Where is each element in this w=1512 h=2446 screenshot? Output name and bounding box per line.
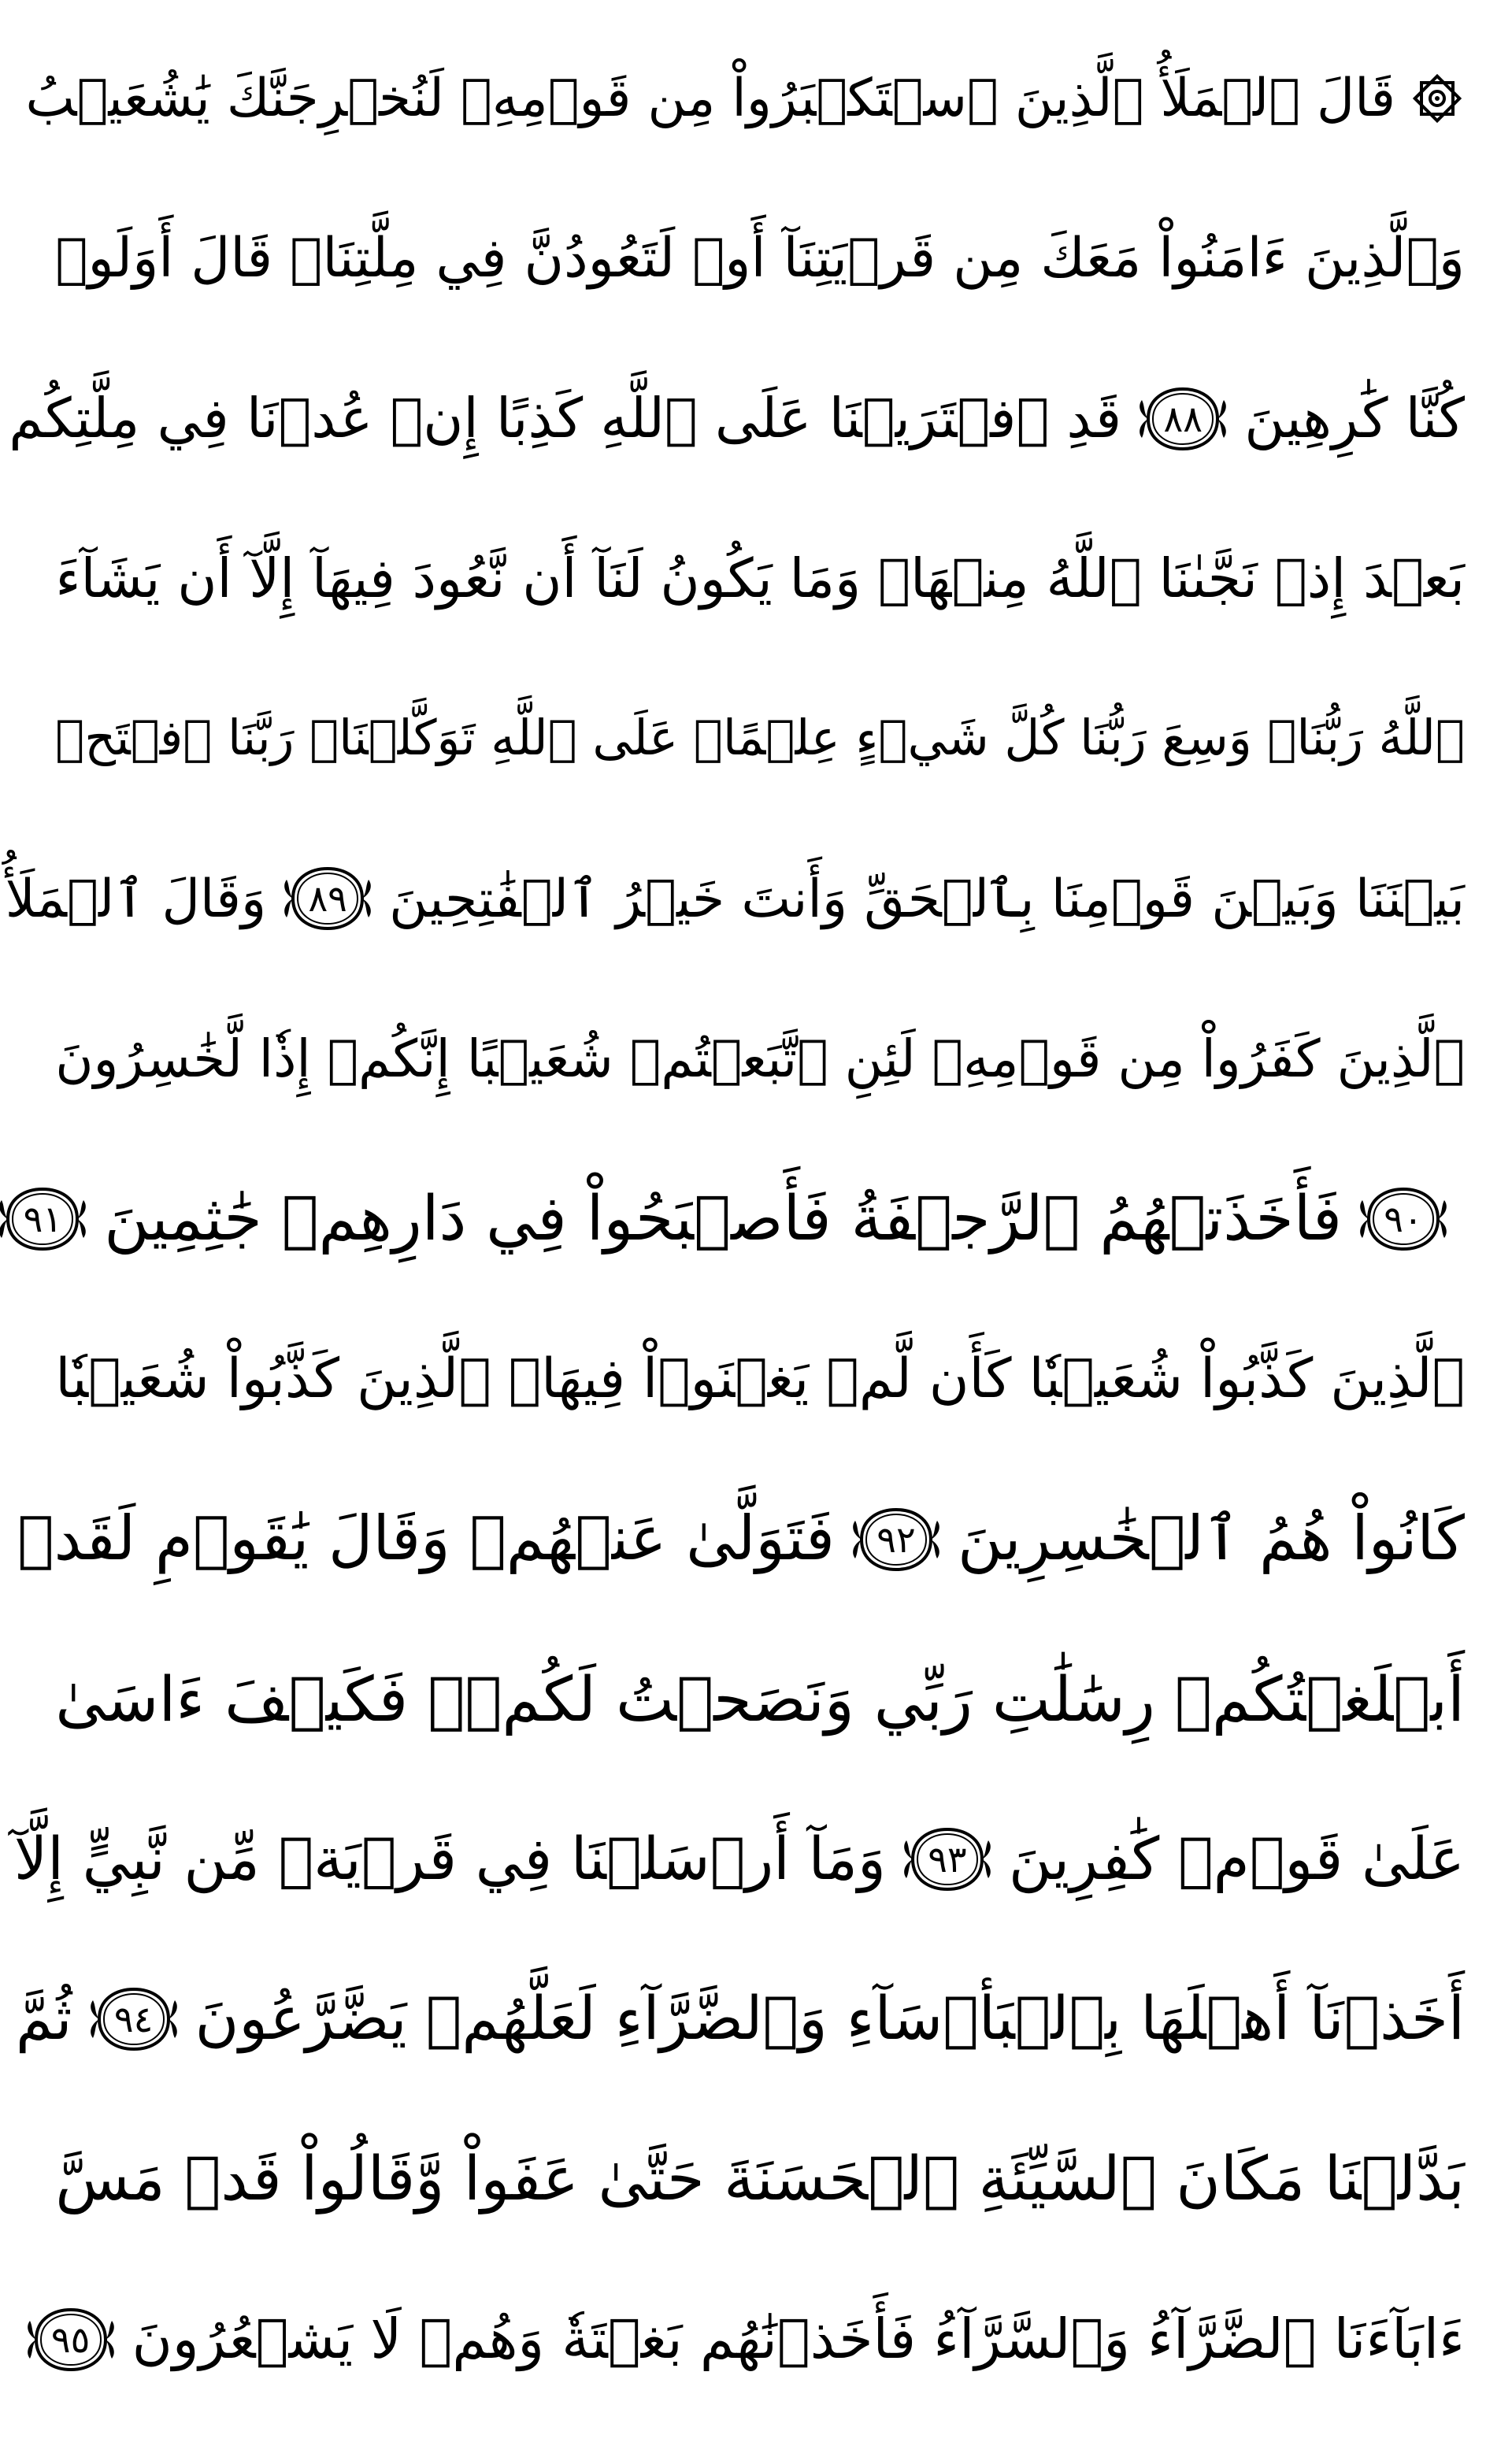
verse-text: بَيۡنَنَا وَبَيۡنَ قَوۡمِنَا بِٱلۡحَقِّ وَأَنتَ خَيۡرُ ٱلۡفَٰتِحِينَ bbox=[389, 868, 1465, 930]
rub-el-hizb-icon bbox=[1410, 71, 1465, 126]
verse-line bbox=[5, 824, 1465, 973]
verse-line bbox=[25, 24, 1465, 173]
verse-text: بَعۡدَ إِذۡ نَجَّىٰنَا ٱللَّهُ مِنۡهَاۚ وَمَا يَكُونُ لَنَآ أَن نَّعُودَ فِيهَآ إِلَّآ أَن يَشَآءَ bbox=[55, 547, 1465, 610]
verse-line bbox=[47, 984, 1465, 1134]
verse-text: قَدِ ٱفۡتَرَيۡنَا عَلَى ٱللَّهِ كَذِبًا إِنۡ عُدۡنَا فِي مِلَّتِكُم bbox=[9, 386, 1122, 450]
ayah-number: ٩٤ bbox=[113, 1998, 154, 2041]
verse-text: أَخَذۡنَآ أَهۡلَهَا بِٱلۡبَأۡسَآءِ وَٱلضَّرَّآءِ لَعَلَّهُمۡ يَضَّرَّعُونَ bbox=[195, 1984, 1465, 2054]
verse-text: عَلَىٰ قَوۡمٖ كَٰفِرِينَ bbox=[1008, 1824, 1465, 1893]
ayah-end-marker bbox=[0, 1183, 93, 1255]
verse-text: ءَابَآءَنَا ٱلضَّرَّآءُ وَٱلسَّرَّآءُ فَأَخَذۡنَٰهُم بَغۡتَةٗ وَهُمۡ لَا يَشۡعُرُونَ bbox=[132, 2307, 1465, 2372]
verse-text: وَمَآ أَرۡسَلۡنَا فِي قَرۡيَةٖ مِّن نَّبِيٍّ إِلَّآ bbox=[13, 1824, 886, 1893]
verse-text: ٱللَّهُ رَبُّنَاۚ وَسِعَ رَبُّنَا كُلَّ شَيۡءٍ عِلۡمًاۚ عَلَى ٱللَّهِ تَوَكَّلۡنَاۚ رَبَّنَا ٱفۡتَحۡ bbox=[55, 710, 1465, 767]
verse-line bbox=[13, 1784, 1465, 1934]
ayah-number: ٨٩ bbox=[308, 877, 347, 921]
verse-text: فَأَخَذَتۡهُمُ ٱلرَّجۡفَةُ فَأَصۡبَحُواْ فِي دَارِهِمۡ جَٰثِمِينَ bbox=[104, 1182, 1342, 1255]
ayah-end-marker bbox=[1353, 1183, 1454, 1255]
verse-text: ٱلَّذِينَ كَفَرُواْ مِن قَوۡمِهِۦ لَئِنِ ٱتَّبَعۡتُمۡ شُعَيۡبًا إِنَّكُمۡ إِذٗا لَّخَٰسِرُونَ bbox=[55, 1028, 1465, 1089]
verse-text: وَٱلَّذِينَ ءَامَنُواْ مَعَكَ مِن قَرۡيَتِنَآ أَوۡ لَتَعُودُنَّ فِي مِلَّتِنَاۚ قَالَ أَوَلَوۡ bbox=[55, 226, 1465, 290]
text-lines bbox=[5, 24, 1465, 2414]
verse-line bbox=[47, 2105, 1465, 2255]
verse-line bbox=[23, 1144, 1465, 1294]
verse-line bbox=[9, 344, 1465, 494]
verse-line bbox=[47, 2265, 1465, 2414]
verse-line bbox=[47, 664, 1465, 813]
verse-line bbox=[15, 1944, 1465, 2094]
verse-line bbox=[17, 1465, 1465, 1614]
verse-text: كُنَّا كَٰرِهِينَ bbox=[1244, 386, 1465, 450]
verse-line bbox=[47, 1625, 1465, 1774]
verse-text: فَتَوَلَّىٰ عَنۡهُمۡ وَقَالَ يَٰقَوۡمِ لَقَدۡ bbox=[17, 1503, 835, 1574]
ayah-end-marker bbox=[897, 1823, 998, 1896]
ayah-end-marker bbox=[846, 1503, 947, 1576]
ayah-number: ٩٠ bbox=[1384, 1197, 1423, 1240]
verse-text: ثُمَّ bbox=[15, 1984, 72, 2054]
ayah-end-marker bbox=[20, 2303, 121, 2376]
ayah-end-marker bbox=[1132, 383, 1233, 455]
verse-line bbox=[47, 504, 1465, 654]
ayah-number: ٩٣ bbox=[928, 1838, 967, 1881]
verse-line bbox=[47, 1304, 1465, 1454]
verse-text: كَانُواْ هُمُ ٱلۡخَٰسِرِينَ bbox=[957, 1503, 1465, 1574]
verse-text: قَالَ ٱلۡمَلَأُ ٱلَّذِينَ ٱسۡتَكۡبَرُواْ مِن قَوۡمِهِۦ لَنُخۡرِجَنَّكَ يَٰشُعَيۡبُ bbox=[25, 67, 1395, 128]
verse-text: ٱلَّذِينَ كَذَّبُواْ شُعَيۡبٗا كَأَن لَّمۡ يَغۡنَوۡاْ فِيهَاۚ ٱلَّذِينَ كَذَّبُواْ شُعَيۡبٗا bbox=[55, 1347, 1465, 1410]
verse-text: بَدَّلۡنَا مَكَانَ ٱلسَّيِّئَةِ ٱلۡحَسَنَةَ حَتَّىٰ عَفَواْ وَّقَالُواْ قَدۡ مَسَّ bbox=[55, 2144, 1465, 2215]
ayah-number: ٩١ bbox=[23, 1197, 62, 1240]
ayah-end-marker bbox=[83, 1983, 184, 2055]
verse-line bbox=[47, 183, 1465, 333]
verse-text: وَقَالَ ٱلۡمَلَأُ bbox=[5, 868, 267, 930]
ayah-end-marker bbox=[277, 862, 378, 935]
ayah-number: ٩٢ bbox=[876, 1518, 916, 1561]
ayah-number: ٩٥ bbox=[50, 2318, 91, 2361]
verse-text: أَبۡلَغۡتُكُمۡ رِسَٰلَٰتِ رَبِّي وَنَصَحۡتُ لَكُمۡۖ فَكَيۡفَ ءَاسَىٰ bbox=[55, 1662, 1465, 1736]
ayah-number: ٨٨ bbox=[1163, 397, 1203, 440]
